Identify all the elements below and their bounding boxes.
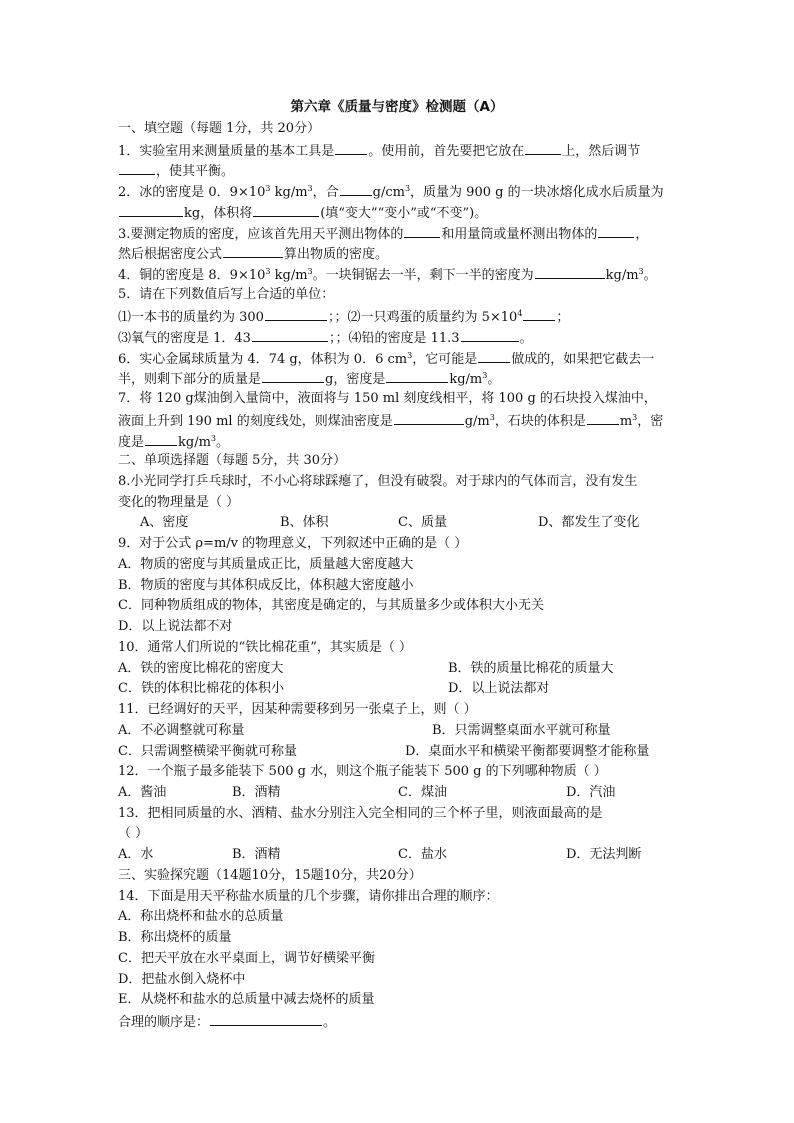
option-13b[interactable]: B．酒精 [232, 847, 281, 862]
option-12c[interactable]: C．煤油 [398, 785, 447, 800]
option-9d[interactable]: D．以上说法都不对 [118, 619, 233, 634]
answer-blank[interactable] [598, 224, 634, 238]
order-answer-line: 合理的顺序是： 。 [118, 1012, 678, 1032]
question-13: 13．把相同质量的水、酒精、盐水分别注入完全相同的三个杯子里，则液面最高的是 [118, 806, 603, 821]
answer-blank[interactable] [265, 307, 327, 321]
question-7: 7．将 120 g煤油倒入量筒中，液面将与 150 ml 刻度线相平，将 100 g 的石块投入煤油中， [118, 391, 657, 406]
question-9: 9．对于公式 ρ=m/v 的物理意义，下列叙述中正确的是（ ） [118, 536, 468, 551]
question-5: 5．请在下列数值后写上合适的单位： [118, 287, 335, 302]
option-8d[interactable]: D、都发生了变化 [538, 515, 640, 530]
section-fill-heading: 一、填空题（每题 1分，共 20分） [118, 121, 321, 136]
question-13-cont: （ ） [118, 826, 149, 841]
page-title: 第六章《质量与密度》检测题（A） [290, 99, 504, 115]
option-13d[interactable]: D．无法判断 [566, 847, 642, 862]
answer-blank[interactable] [145, 432, 177, 446]
question-7-cont: 液面上升到 190 ml 的刻度线处，则煤油密度是 $g/m^3$，石块的体积是 $m^3$，密 [118, 413, 664, 429]
section-choice-heading: 二、单项选择题（每题 5分，共 30分） [118, 453, 347, 468]
question-4: 4．铜的密度是 8．$9\times 10^3$ $kg/m^3$。一块铜锯去一半，剩下一半的密度为 $kg/m^3$。 [118, 267, 657, 283]
question-11: 11．已经调好的天平，因某种需要移到另一张桌子上，则（ ） [118, 702, 477, 717]
question-1-cont: ，使其平衡。 [118, 161, 678, 181]
question-2: 2．冰的密度是 0．$9\times 10^3$ $kg/m^3$，合 $g/cm^3$，质量为 900 g 的一块冰熔化成水后质量为 [118, 184, 664, 200]
option-11a[interactable]: A．不必调整就可称量 [118, 723, 245, 738]
answer-blank[interactable] [119, 161, 155, 175]
answer-blank[interactable] [262, 369, 324, 383]
option-12b[interactable]: B．酒精 [232, 785, 281, 800]
answer-blank[interactable] [335, 141, 367, 155]
answer-blank[interactable] [386, 369, 448, 383]
answer-blank[interactable] [523, 307, 555, 321]
question-10: 10．通常人们所说的“铁比棉花重”，其实质是（ ） [118, 640, 412, 655]
option-10c[interactable]: C．铁的体积比棉花的体积小 [118, 681, 284, 696]
question-7-cont2: 度是 $kg/m^3$。 [118, 434, 230, 450]
step-c: C．把天平放在水平桌面上，调节好横梁平衡 [118, 951, 375, 966]
question-6: 6．实心金属球质量为 4．74 g，体积为 0．6 $cm^3$，它可能是 做成的，如果把它截去一 [118, 351, 655, 367]
option-13c[interactable]: C．盐水 [398, 847, 447, 862]
option-10b[interactable]: B．铁的质量比棉花的质量大 [448, 661, 614, 676]
question-12: 12．一个瓶子最多能装下 500 g 水，则这个瓶子能装下 500 g 的下列哪种物质（ ） [118, 764, 607, 779]
question-6-cont: 半，则剩下部分的质量是 g，密度是 $kg/m^3$。 [118, 371, 501, 387]
section-experiment-heading: 三、实验探究题（14题10分，15题10分，共20分） [118, 868, 422, 883]
question-14: 14．下面是用天平称盐水质量的几个步骤，请你排出合理的顺序： [118, 889, 499, 904]
answer-blank[interactable] [210, 1012, 322, 1026]
question-5-part-a: ⑴一本书的质量约为 300 ；；⑵一只鸡蛋的质量约为 $5\times 10^4$ ； [118, 309, 570, 325]
option-8a[interactable]: A、密度 [140, 515, 189, 530]
option-10a[interactable]: A．铁的密度比棉花的密度大 [118, 661, 284, 676]
answer-blank[interactable] [119, 203, 183, 217]
step-a: A．称出烧杯和盐水的总质量 [118, 909, 284, 924]
option-9c[interactable]: C．同种物质组成的物体，其密度是确定的，与其质量多少或体积大小无关 [118, 598, 544, 613]
answer-blank[interactable] [461, 328, 519, 342]
answer-blank[interactable] [587, 411, 619, 425]
question-5-part-b: ⑶氧气的密度是 1．43 ；；⑷铅的密度是 11.3 。 [118, 328, 678, 348]
option-12a[interactable]: A．酱油 [118, 785, 167, 800]
question-2-cont: kg，体积将 (填“变大”“变小”或“不变”)。 [118, 203, 678, 223]
option-12d[interactable]: D．汽油 [566, 785, 616, 800]
answer-blank[interactable] [223, 244, 283, 258]
step-b: B．称出烧杯的质量 [118, 930, 232, 945]
option-8c[interactable]: C、质量 [398, 515, 447, 530]
option-11b[interactable]: B．只需调整桌面水平就可称量 [432, 723, 611, 738]
question-1: 1．实验室用来测量质量的基本工具是 。使用前，首先要把它放在 上，然后调节 [118, 141, 678, 161]
answer-blank[interactable] [394, 411, 464, 425]
option-8b[interactable]: B、体积 [280, 515, 329, 530]
question-8-cont: 变化的物理量是（ ） [118, 495, 240, 510]
question-3: 3.要测定物质的密度，应该首先用天平测出物体的 和用量筒或量杯测出物体的 ， [118, 224, 678, 244]
answer-blank[interactable] [253, 203, 319, 217]
option-11c[interactable]: C．只需调整横梁平衡就可称量 [118, 744, 297, 759]
answer-blank[interactable] [404, 224, 440, 238]
answer-blank[interactable] [525, 141, 561, 155]
answer-blank[interactable] [535, 265, 605, 279]
step-e: E．从烧杯和盐水的总质量中减去烧杯的质量 [118, 992, 375, 1007]
option-10d[interactable]: D．以上说法都对 [448, 681, 550, 696]
option-13a[interactable]: A．水 [118, 847, 154, 862]
option-9a[interactable]: A．物质的密度与其质量成正比，质量越大密度越大 [118, 557, 414, 572]
option-9b[interactable]: B．物质的密度与其体积成反比，体积越大密度越小 [118, 578, 414, 593]
option-11d[interactable]: D．桌面水平和横梁平衡都要调整才能称量 [405, 744, 650, 759]
step-d: D．把盐水倒入烧杯中 [118, 972, 246, 987]
question-8: 8.小光同学打乒乓球时，不小心将球踩瘪了，但没有破裂。对于球内的气体而言，没有发生 [118, 474, 638, 489]
answer-blank[interactable] [478, 349, 510, 363]
question-3-cont: 然后根据密度公式 算出物质的密度。 [118, 244, 678, 264]
answer-blank[interactable] [252, 328, 328, 342]
answer-blank[interactable] [340, 182, 372, 196]
